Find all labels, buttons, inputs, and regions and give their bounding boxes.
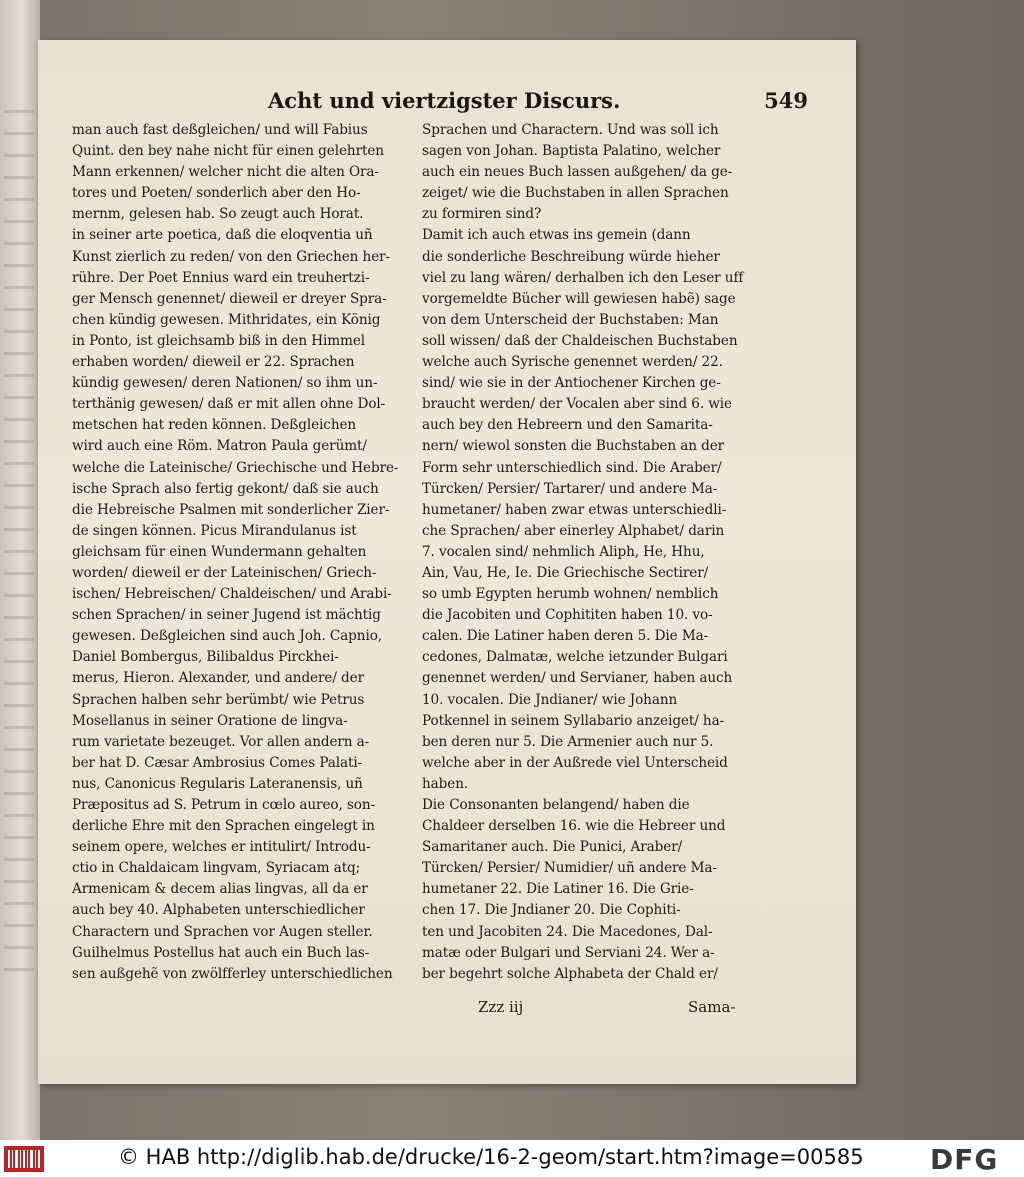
text-line: zu formiren sind? bbox=[422, 206, 542, 223]
text-line: ten und Jacobiten 24. Die Macedones, Dal- bbox=[422, 923, 713, 940]
text-line: auch bey den Hebreern und den Samarita- bbox=[422, 417, 713, 434]
text-line: schen Sprachen/ in seiner Jugend ist mächtig bbox=[72, 607, 381, 624]
dfg-logo: DFG bbox=[930, 1143, 999, 1176]
text-line: haben. bbox=[422, 775, 469, 792]
text-line: in seiner arte poetica, daß die eloqventia uñ bbox=[72, 227, 373, 244]
text-line: Sprachen und Charactern. Und was soll ich bbox=[422, 122, 719, 138]
running-head bbox=[268, 88, 808, 118]
text-line: ben deren nur 5. Die Armenier auch nur 5. bbox=[422, 733, 714, 750]
text-line: Præpositus ad S. Petrum in cœlo aureo, son- bbox=[72, 797, 376, 813]
text-line: de singen können. Picus Mirandulanus ist bbox=[72, 522, 357, 539]
text-line: matæ oder Bulgari und Serviani 24. Wer a- bbox=[422, 944, 715, 961]
text-line: Charactern und Sprachen vor Augen steller. bbox=[72, 923, 373, 940]
text-line: rum varietate bezeuget. Vor allen andern a- bbox=[72, 733, 370, 750]
previous-page-edge bbox=[0, 0, 40, 1140]
text-line: viel zu lang wären/ derhalben ich den Leser uff bbox=[422, 269, 744, 286]
text-line: genennet werden/ und Servianer, haben auch bbox=[422, 670, 733, 687]
text-line: von dem Unterscheid der Buchstaben: Man bbox=[422, 311, 719, 328]
text-line: Kunst zierlich zu reden/ von den Griechen her- bbox=[72, 248, 391, 265]
text-line: Ain, Vau, He, Ie. Die Griechische Sectirer/ bbox=[422, 564, 709, 581]
text-line: merus, Hieron. Alexander, und andere/ der bbox=[72, 670, 364, 687]
text-line: auch bey 40. Alphabeten unterschiedlicher bbox=[72, 902, 365, 919]
running-title: Acht und viertzigster Discurs. bbox=[268, 88, 621, 113]
text-line: welche auch Syrische genennet werden/ 22. bbox=[422, 354, 723, 371]
text-line: sind/ wie sie in der Antiochener Kirchen ge- bbox=[422, 375, 721, 392]
text-line: Die Consonanten belangend/ haben die bbox=[422, 797, 690, 813]
text-line: Potkennel in seinem Syllabario anzeiget/ ha- bbox=[422, 712, 725, 729]
text-line: Damit ich auch etwas ins gemein (dann bbox=[422, 227, 691, 244]
text-line: worden/ dieweil er der Lateinischen/ Griech- bbox=[72, 564, 377, 581]
text-line: Mann erkennen/ welcher nicht die alten Ora- bbox=[72, 164, 379, 181]
text-line: welche die Lateinische/ Griechische und Hebre- bbox=[72, 459, 399, 476]
text-line: gewesen. Deßgleichen sind auch Joh. Capnio, bbox=[72, 628, 382, 645]
text-line: ber begehrt solche Alphabeta der Chald er/ bbox=[422, 965, 718, 982]
text-line: nern/ wiewol sonsten die Buchstaben an der bbox=[422, 438, 725, 455]
text-line: auch ein neues Buch lassen außgehen/ da ge- bbox=[422, 164, 733, 181]
text-line: Guilhelmus Postellus hat auch ein Buch las- bbox=[72, 944, 370, 961]
text-line: in Ponto, ist gleichsamb biß in den Himmel bbox=[72, 332, 366, 349]
text-line: Mosellanus in seiner Oratione de lingva- bbox=[72, 712, 348, 729]
text-line: Chaldeer derselben 16. wie die Hebreer und bbox=[422, 818, 726, 835]
text-line: Quint. den bey nahe nicht für einen gelehrten bbox=[72, 143, 384, 160]
text-line: humetaner 22. Die Latiner 16. Die Grie- bbox=[422, 881, 694, 898]
text-line: so umb Egypten herumb wohnen/ nemblich bbox=[422, 586, 719, 603]
text-line: Daniel Bombergus, Bilibaldus Pirckhei- bbox=[72, 649, 339, 666]
text-line: die Jacobiten und Cophititen haben 10. vo- bbox=[422, 607, 713, 624]
text-line: chen kündig gewesen. Mithridates, ein König bbox=[72, 311, 381, 328]
text-line: Türcken/ Persier/ Numidier/ uñ andere Ma- bbox=[422, 860, 717, 877]
text-line: Türcken/ Persier/ Tartarer/ und andere Ma- bbox=[422, 480, 718, 497]
text-line: che Sprachen/ aber einerley Alphabet/ darin bbox=[422, 522, 725, 539]
text-line: sen außgehẽ von zwölfferley unterschiedlichen bbox=[72, 965, 393, 982]
text-line: humetaner/ haben zwar etwas unterschiedli- bbox=[422, 501, 727, 518]
text-line: braucht werden/ der Vocalen aber sind 6. wie bbox=[422, 396, 732, 413]
text-line: vorgemeldte Bücher will gewiesen habẽ) sage bbox=[422, 290, 736, 307]
text-line: man auch fast deßgleichen/ und will Fabius bbox=[72, 122, 368, 138]
catchword: Sama- bbox=[688, 998, 736, 1016]
text-line: ctio in Chaldaicam lingvam, Syriacam atq; bbox=[72, 860, 361, 877]
text-line: wird auch eine Röm. Matron Paula gerümt/ bbox=[72, 438, 367, 455]
text-line: mernm, gelesen hab. So zeugt auch Horat. bbox=[72, 206, 364, 223]
text-line: chen 17. Die Jndianer 20. Die Cophiti- bbox=[422, 902, 681, 919]
text-line: tores und Poeten/ sonderlich aber den Ho- bbox=[72, 185, 361, 202]
text-line: 7. vocalen sind/ nehmlich Aliph, He, Hhu, bbox=[422, 543, 705, 560]
text-line: welche aber in der Außrede viel Unterscheid bbox=[422, 754, 728, 771]
book-page bbox=[38, 40, 856, 1084]
text-line: ischen/ Hebreischen/ Chaldeischen/ und Arabi- bbox=[72, 586, 392, 603]
page-number: 549 bbox=[764, 88, 808, 113]
text-line: metschen hat reden können. Deßgleichen bbox=[72, 417, 357, 434]
text-line: die Hebreische Psalmen mit sonderlicher Zier- bbox=[72, 501, 390, 518]
text-line: ger Mensch genennet/ dieweil er dreyer Spra- bbox=[72, 290, 387, 307]
text-line: Samaritaner auch. Die Punici, Araber/ bbox=[422, 839, 683, 856]
text-line: sagen von Johan. Baptista Palatino, welcher bbox=[422, 143, 721, 160]
text-line: terthänig gewesen/ daß er mit allen ohne Dol- bbox=[72, 396, 386, 413]
text-line: soll wissen/ daß der Chaldeischen Buchstaben bbox=[422, 332, 738, 349]
text-line: gleichsam für einen Wundermann gehalten bbox=[72, 543, 367, 560]
text-line: kündig gewesen/ deren Nationen/ so ihm un- bbox=[72, 375, 378, 392]
copyright-url-text: © HAB http://diglib.hab.de/drucke/16-2-geom/start.htm?image=00585 bbox=[118, 1145, 864, 1169]
text-line: ische Sprach also fertig gekont/ daß sie auch bbox=[72, 480, 379, 497]
footer-bar bbox=[0, 1140, 1024, 1177]
barcode-icon bbox=[4, 1146, 44, 1172]
text-line: calen. Die Latiner haben deren 5. Die Ma- bbox=[422, 628, 709, 645]
text-line: Armenicam & decem alias lingvas, all da er bbox=[72, 881, 368, 898]
text-line: 10. vocalen. Die Jndianer/ wie Johann bbox=[422, 691, 678, 708]
text-line: nus, Canonicus Regularis Lateranensis, uñ bbox=[72, 775, 363, 792]
text-line: erhaben worden/ dieweil er 22. Sprachen bbox=[72, 354, 355, 371]
text-line: zeiget/ wie die Buchstaben in allen Sprachen bbox=[422, 185, 729, 202]
text-line: seinem opere, welches er intitulirt/ Introdu- bbox=[72, 839, 371, 856]
left-text-column bbox=[72, 120, 407, 985]
right-text-column bbox=[422, 120, 757, 985]
text-line: ber hat D. Cæsar Ambrosius Comes Palati- bbox=[72, 754, 363, 771]
text-line: Sprachen halben sehr berümbt/ wie Petrus bbox=[72, 691, 365, 708]
text-line: cedones, Dalmatæ, welche ietzunder Bulgari bbox=[422, 649, 728, 666]
text-line: die sonderliche Beschreibung würde hieher bbox=[422, 248, 720, 265]
text-line: Form sehr unterschiedlich sind. Die Araber/ bbox=[422, 459, 722, 476]
text-line: rühre. Der Poet Ennius ward ein treuhertzi- bbox=[72, 269, 370, 286]
signature-mark: Zzz iij bbox=[478, 998, 524, 1016]
text-line: derliche Ehre mit den Sprachen eingelegt in bbox=[72, 818, 375, 835]
